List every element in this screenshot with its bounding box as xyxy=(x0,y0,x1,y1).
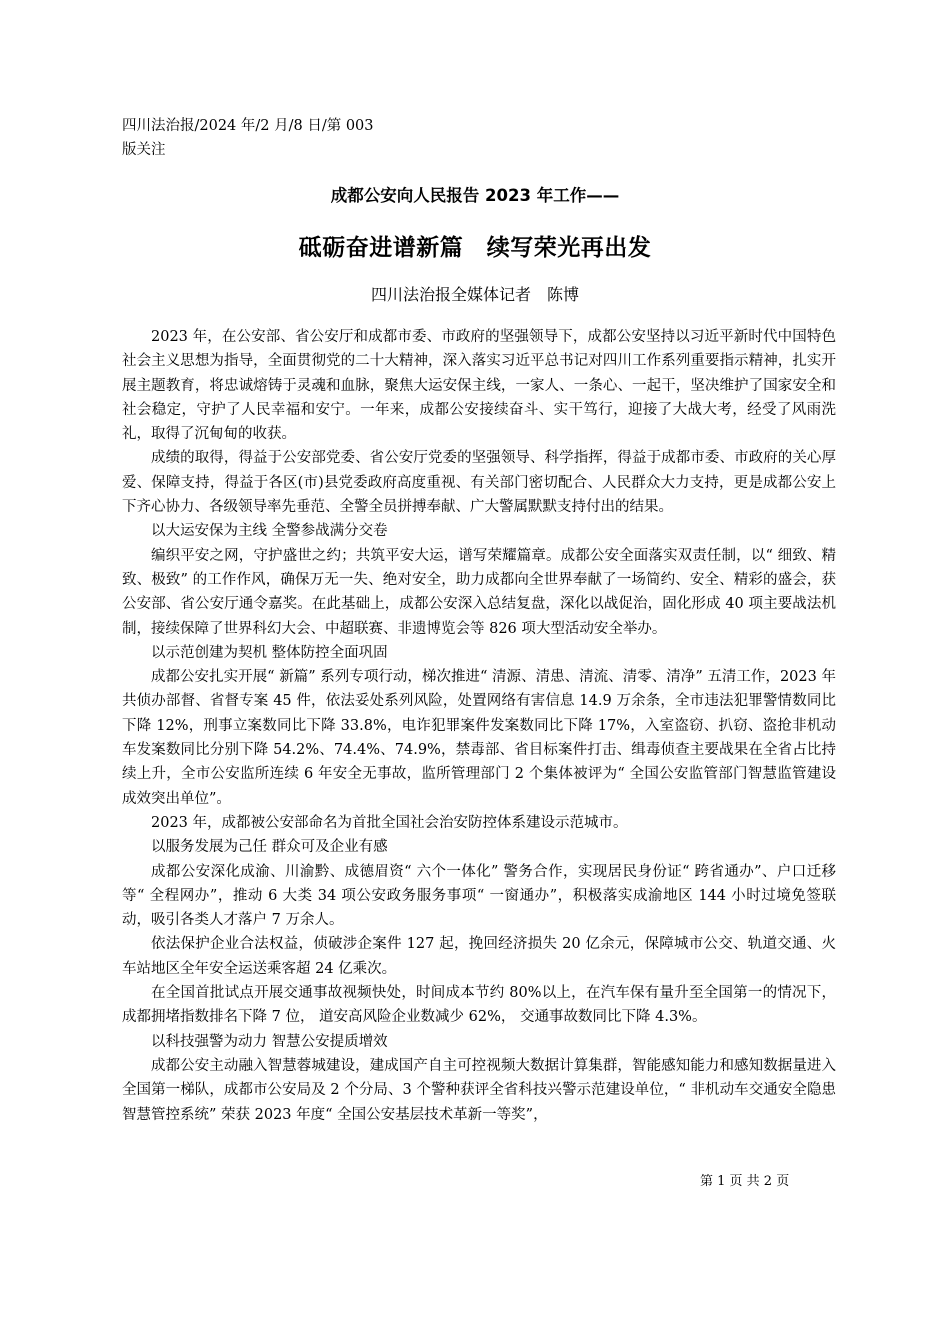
page-number: 第 1 页 共 2 页 xyxy=(700,1174,790,1189)
article-kicker: 成都公安向人民报告 2023 年工作—— xyxy=(330,186,620,205)
section-heading: 以大运安保为主线 全警参战满分交卷 xyxy=(151,523,388,540)
paragraph: 成都公安主动融入智慧蓉城建设，建成国产自主可控视频大数据计算集群，智能感知能力和感知数据量进入全国第一梯队，成都市公安局及 2 个分局、3 个警种获评全省科技兴警示范建设单位，“ 非机动车交通安全隐患智慧管控系统” 荣获 2023 年度“ 全国公安基层技术革新一等奖”， xyxy=(122,1057,836,1123)
paragraph: 2023 年，在公安部、省公安厅和成都市委、市政府的坚强领导下，成都公安坚持以习近平新时代中国特色社会主义思想为指导，全面贯彻党的二十大精神，深入落实习近平总书记对四川工作系列重要指示精神，扎实开展主题教育，将忠诚熔铸于灵魂和血脉，聚焦大运安保主线，一家人、一条心、一起干，坚决维护了国家安全和社会稳定，守护了人民幸福和安宁。一年来，成都公安接续奋斗、实干笃行，迎接了大战大考，经受了风雨洗礼，取得了沉甸甸的收获。 xyxy=(122,329,836,443)
section-heading: 以示范创建为契机 整体防控全面巩固 xyxy=(151,644,388,661)
paragraph: 编织平安之网，守护盛世之约；共筑平安大运，谱写荣耀篇章。成都公安全面落实双责任制，以“ 细致、精致、极致” 的工作作风，确保万无一失、绝对安全，助力成都向全世界奉献了一场简约、安全、精彩的盛会，获公安部、省公安厅通令嘉奖。在此基础上，成都公安深入总结复盘，深化以战促治，固化形成 40 项主要战法机制，接续保障了世界科幻大会、中超联赛、非遗博览会等 826 项大型活动安全举办。 xyxy=(122,547,836,637)
article-body xyxy=(122,325,836,1127)
article-byline: 四川法治报全媒体记者 陈博 xyxy=(370,285,579,304)
article-headline: 砥砺奋进谱新篇 续写荣光再出发 xyxy=(298,235,652,261)
publication-info xyxy=(122,114,442,162)
paragraph: 成绩的取得，得益于公安部党委、省公安厅党委的坚强领导、科学指挥，得益于成都市委、市政府的关心厚爱、保障支持，得益于各区(市)县党委政府高度重视、有关部门密切配合、人民群众大力支持，更是成都公安上下齐心协力、各级领导率先垂范、全警全员拼搏奉献、广大警属默默支持付出的结果。 xyxy=(122,450,836,516)
paragraph: 在全国首批试点开展交通事故视频快处，时间成本节约 80%以上，在汽车保有量升至全国第一的情况下，成都拥堵指数排名下降 7 位， 道安高风险企业数减少 62%， 交通事故数同比下降 4.3%。 xyxy=(122,985,836,1026)
section-heading: 以科技强警为动力 智慧公安提质增效 xyxy=(151,1033,388,1050)
paragraph: 2023 年，成都被公安部命名为首批全国社会治安防控体系建设示范城市。 xyxy=(151,814,628,831)
section-heading: 以服务发展为己任 群众可及企业有感 xyxy=(151,839,388,856)
publication-info-line-2: 版关注 xyxy=(122,142,166,158)
paragraph: 成都公安深化成渝、川渝黔、成德眉资“ 六个一体化” 警务合作，实现居民身份证“ 跨省通办”、户口迁移等“ 全程网办”，推动 6 大类 34 项公安政务服务事项“ 一窗通办”，积极落实成渝地区 144 小时过境免签联动，吸引各类人才落户 7 万余人。 xyxy=(122,863,836,929)
publication-info-line-1: 四川法治报/2024 年/2 月/8 日/第 003 xyxy=(122,118,374,134)
paragraph: 成都公安扎实开展“ 新篇” 系列专项行动，梯次推进“ 清源、清患、清流、清零、清净” 五清工作，2023 年共侦办部督、省督专案 45 件，依法妥处系列风险，处置网络有害信息 14.9 万余条，全市违法犯罪警情数同比下降 12%，刑事立案数同比下降 33.8%，电诈犯罪案件发案数同比下降 17%，入室盗窃、扒窃、盗抢非机动车发案数同比分别下降 54.2%、74.4%、74.9%，禁毒部、省目标案件打击、缉毒侦查主要战果在全省占比持续上升，全市公安监所连续 6 年安全无事故，监所管理部门 2 个集体被评为“ 全国公安监管部门智慧监管建设成效突出单位”。 xyxy=(122,669,836,807)
paragraph: 依法保护企业合法权益，侦破涉企案件 127 起，挽回经济损失 20 亿余元，保障城市公交、轨道交通、火车站地区全年安全运送乘客超 24 亿乘次。 xyxy=(122,936,836,977)
